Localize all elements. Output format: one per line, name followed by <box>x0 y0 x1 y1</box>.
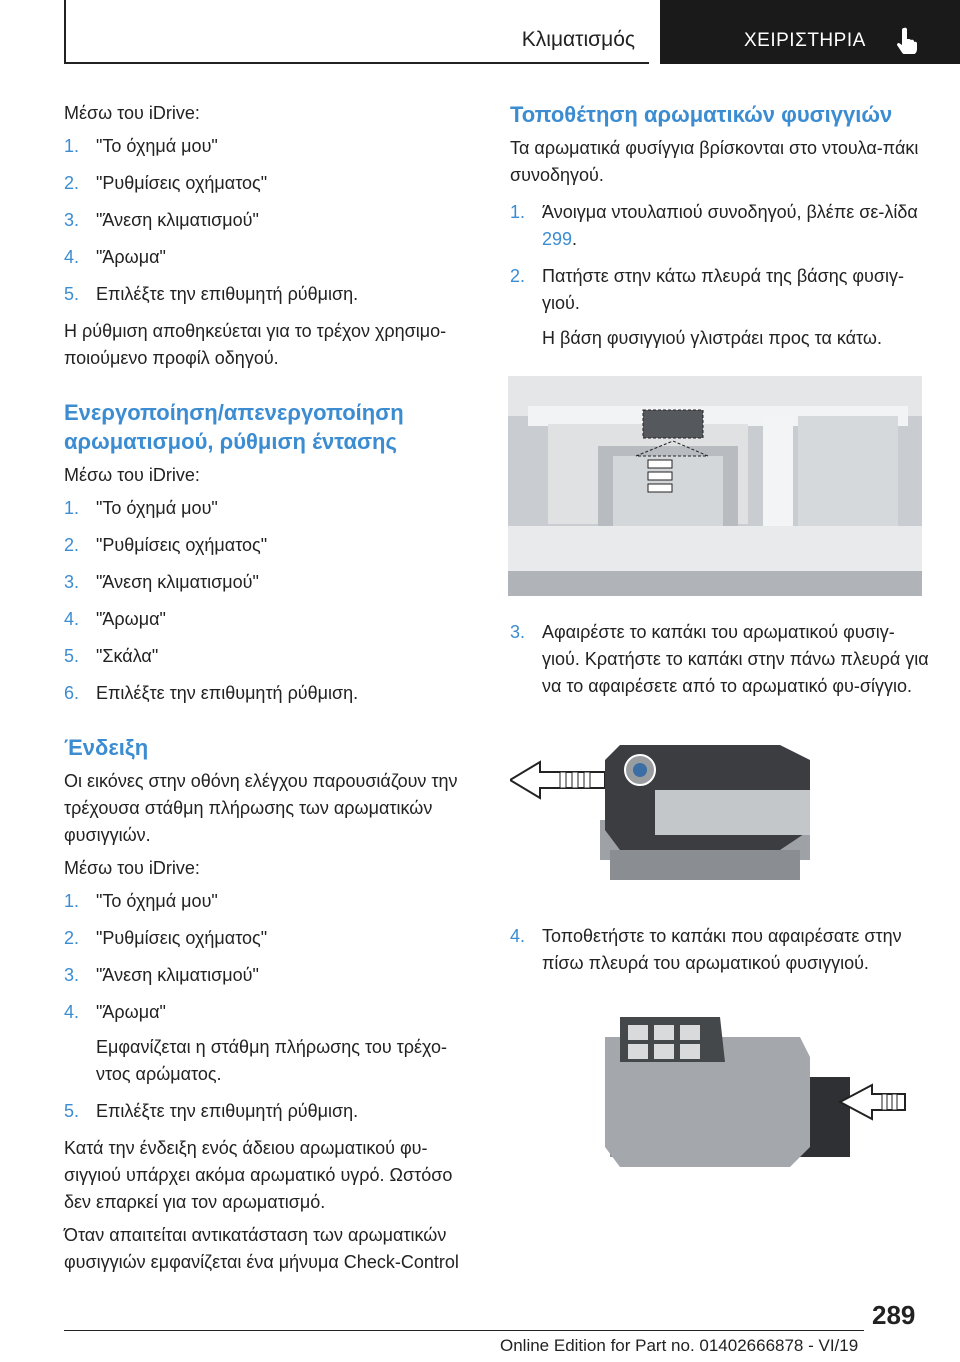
footer-edition: Online Edition for Part no. 01402666878 - VI/19 <box>500 1336 859 1355</box>
list-item: 3. Αφαιρέστε το καπάκι του αρωματικού φυσιγ-γιού. Κρατήστε το καπάκι στην πάνω πλευρά για να το αφαιρέσετε από το αρωματικό φυ-σίγγιο. <box>510 622 929 696</box>
location-text: Τα αρωματικά φυσίγγια βρίσκονται στο ντουλα-πάκι συνοδηγού. <box>510 138 919 185</box>
list-item: 5. "Σκάλα" <box>64 646 159 666</box>
steps-list-2 <box>64 495 474 707</box>
page-link[interactable]: 299 <box>542 229 573 249</box>
list-item: 2. "Ρυθμίσεις οχήματος" <box>64 173 268 193</box>
insert-steps-2 <box>510 619 930 700</box>
right-column <box>510 100 930 1200</box>
list-item: 1. "Το όχημά μου" <box>64 498 218 518</box>
list-item: 6. Επιλέξτε την επιθυμητή ρύθμιση. <box>64 683 359 703</box>
insert-steps-3 <box>510 923 930 977</box>
empty-cartridge-note: Κατά την ένδειξη ενός άδειου αρωματικού φυ-σιγγιού υπάρχει ακόμα αρωματικό υγρό. Ωστόσο δεν επαρκεί για τον αρωματισμό. <box>64 1138 453 1212</box>
saved-note: Η ρύθμιση αποθηκεύεται για το τρέχον χρησιμο-ποιούμενο προφίλ οδηγού. <box>64 321 447 368</box>
list-item: 3. "Άνεση κλιματισμού" <box>64 210 259 230</box>
list-item: 4. "Άρωμα" Εμφανίζεται η στάθμη πλήρωσης του τρέχο-ντος αρώματος. <box>64 1002 448 1084</box>
intro-text-2: Μέσω του iDrive: <box>64 465 200 485</box>
list-item: 3. "Άνεση κλιματισμού" <box>64 572 259 592</box>
glovebox-figure <box>508 376 922 596</box>
list-item: 1. "Το όχημά μου" <box>64 136 218 156</box>
cap-placement-figure <box>510 1017 930 1177</box>
footer-rule <box>64 1330 864 1331</box>
section-heading-indicator: Ένδειξη <box>64 735 149 760</box>
list-item: 4. "Άρωμα" <box>64 247 166 267</box>
list-item: 2. Πατήστε στην κάτω πλευρά της βάσης φυσιγ-γιού. Η βάση φυσιγγιού γλιστράει προς τα κάτω. <box>510 266 905 348</box>
header-rule-vertical <box>64 0 66 64</box>
section-heading-intensity: Ενεργοποίηση/απενεργοποίηση αρωματισμού, ρύθμιση έντασης <box>64 400 404 454</box>
list-item: 1. Άνοιγμα ντουλαπιού συνοδηγού, βλέπε σε-λίδα 299. <box>510 202 918 249</box>
list-item: 4. "Άρωμα" <box>64 609 166 629</box>
intro-text-3: Μέσω του iDrive: <box>64 858 200 878</box>
list-item: 2. "Ρυθμίσεις οχήματος" <box>64 535 268 555</box>
section-heading-insert: Τοποθέτηση αρωματικών φυσιγγιών <box>510 102 893 127</box>
list-item: 2. "Ρυθμίσεις οχήματος" <box>64 928 268 948</box>
pointing-hand-icon <box>895 26 921 54</box>
list-item: 5. Επιλέξτε την επιθυμητή ρύθμιση. <box>64 1101 359 1121</box>
list-item: 1. "Το όχημά μου" <box>64 891 218 911</box>
cap-removal-figure <box>510 740 930 900</box>
header-chapter-label: ΧΕΙΡΙΣΤΗΡΙΑ <box>744 30 866 51</box>
list-item: 4. Τοποθετήστε το καπάκι που αφαιρέσατε στην πίσω πλευρά του αρωματικού φυσιγγιού. <box>510 926 902 973</box>
header-section-title: Κλιματισμός <box>521 28 635 51</box>
steps-list-1 <box>64 133 474 308</box>
list-item: 3. "Άνεση κλιματισμού" <box>64 965 259 985</box>
left-column <box>64 100 474 1282</box>
header-rule-bottom <box>64 62 649 64</box>
steps-list-3 <box>64 888 474 1125</box>
intro-text: Μέσω του iDrive: <box>64 103 200 123</box>
list-item: 5. Επιλέξτε την επιθυμητή ρύθμιση. <box>64 284 359 304</box>
insert-steps <box>510 199 930 352</box>
page-number: 289 <box>872 1300 916 1330</box>
check-control-note: Όταν απαιτείται αντικατάσταση των αρωματικών φυσιγγιών εμφανίζεται ένα μήνυμα Check-Control <box>64 1225 459 1272</box>
indicator-text: Οι εικόνες στην οθόνη ελέγχου παρουσιάζουν την τρέχουσα στάθμη πλήρωσης των αρωματικών φυσιγγιών. <box>64 771 458 845</box>
